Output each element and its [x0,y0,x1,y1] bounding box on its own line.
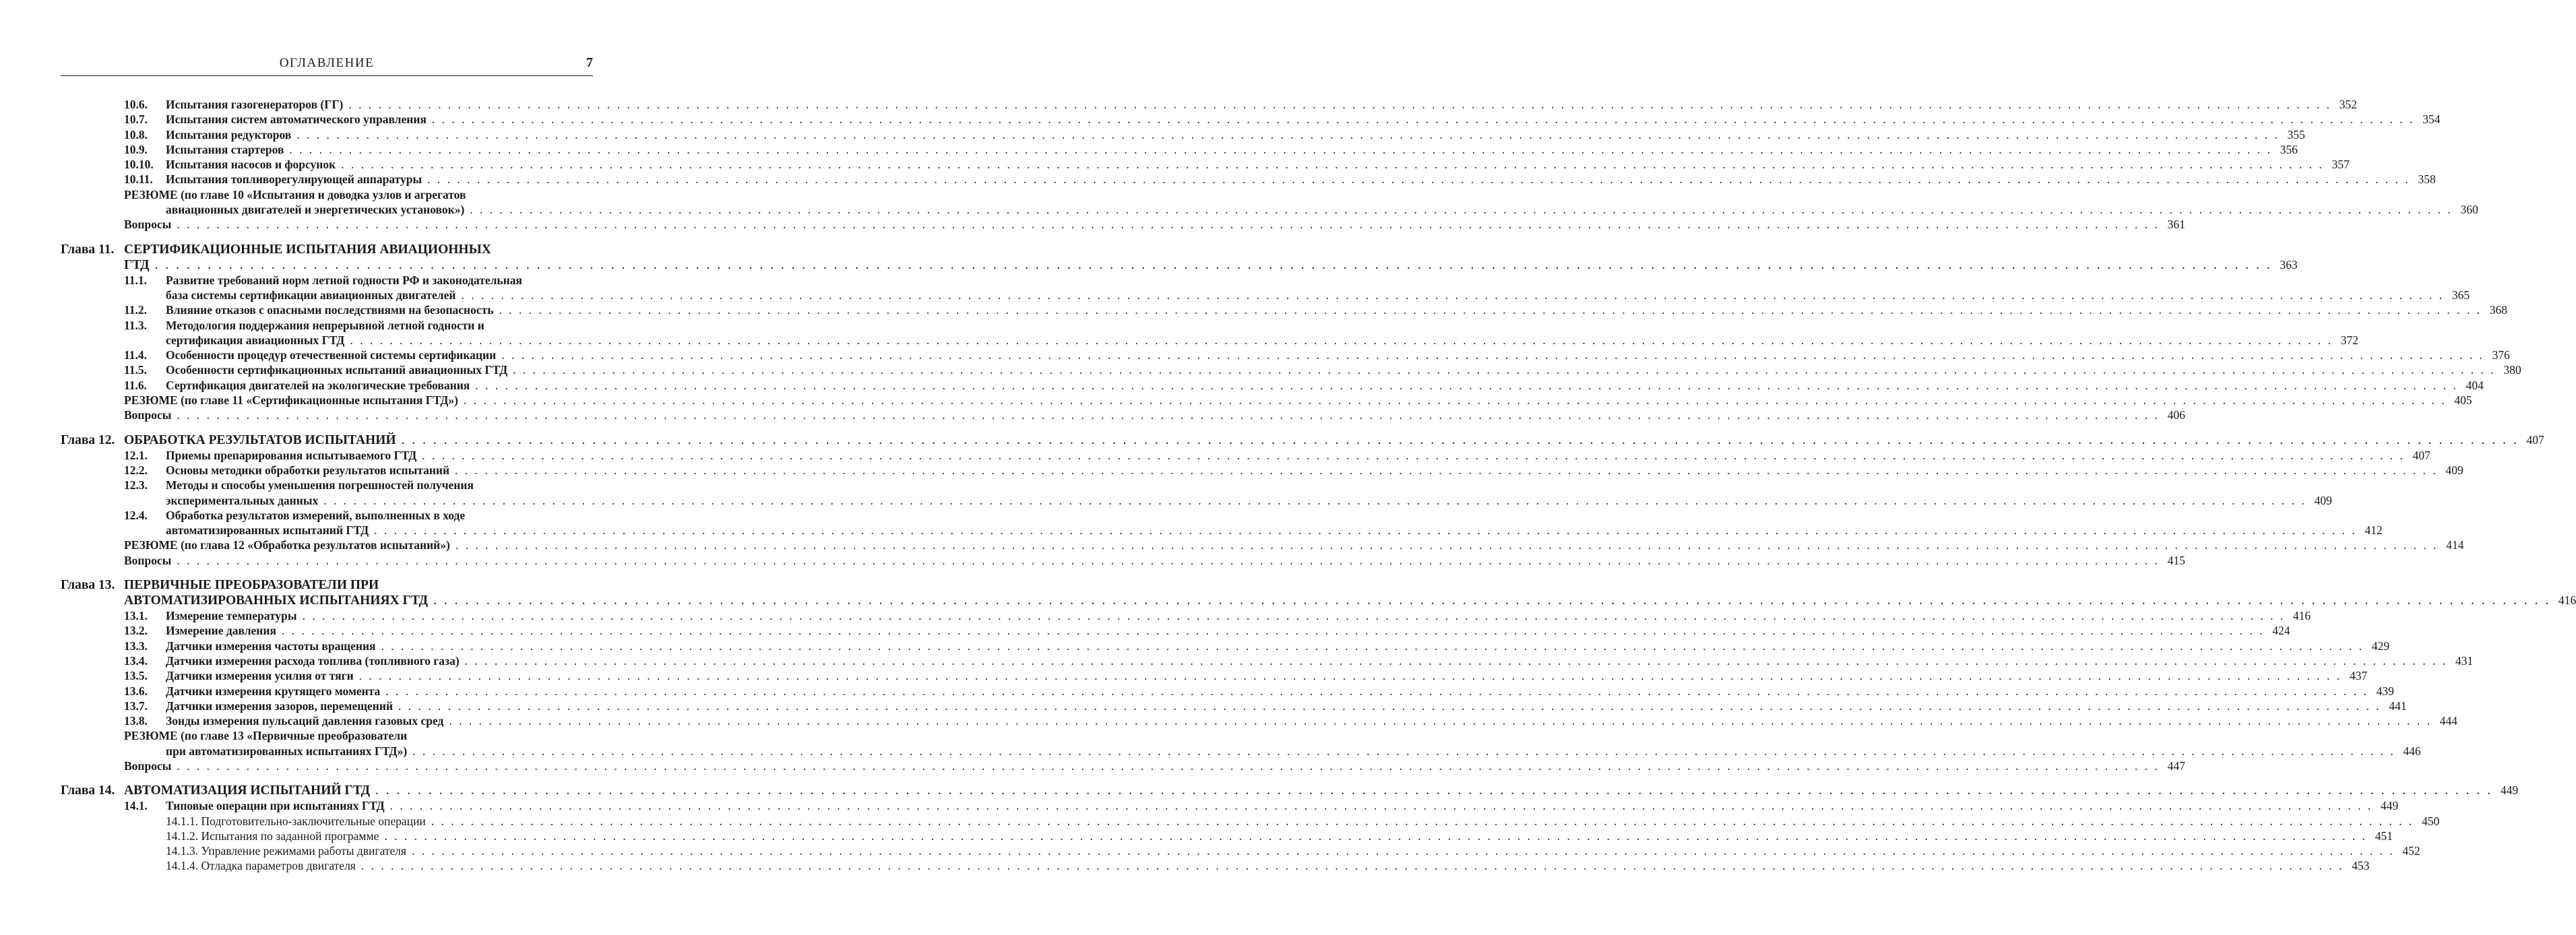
dot-leader: . . . . . . . . . . . . . . . . . . . . . . . . . . . . . . . . . . . . . . . . . . . . . . . . . . . . . . . . . . . . . . . . . . . . . . . . . . . . . . . . . . . . . . . . . . . . . . . . . . . . . . . . . . . . . . . . . . . . . . . . . . . . . . . . . . . . . . . . . . . . . . . . . . . . . . . . . . . . . . . . . . . . . . . . . . . . . . . . . . . . . . . . . . . . . . . . . . . . . . . . [358,669,2342,683]
toc-page-number: 452 [2402,844,2420,858]
section-number: 11.5. [124,363,148,377]
section-number: 13.7. [124,699,148,713]
toc-page-number: 356 [2280,142,2298,156]
toc-section-12-4 [61,508,593,523]
toc-page-number: 355 [2287,127,2305,141]
toc-entry [61,623,2290,638]
toc-section-12-2 [61,463,2463,478]
toc-group-chapter-13 [61,608,2474,728]
toc-group-chapter-11 [61,348,2521,393]
toc-page-number: 412 [2364,523,2383,538]
toc-entry-text: Испытания топливорегулирующей аппаратуры [166,172,422,187]
toc-entry-text: Измерение давления [166,624,276,638]
toc-entry-text: экспериментальных данных [166,493,319,507]
toc-page-number: 358 [2418,172,2436,187]
section-number: 13.4. [124,653,148,668]
dot-leader: . . . . . . . . . . . . . . . . . . . . . . . . . . . . . . . . . . . . . . . . . . . . . . . . . . . . . . . . . . . . . . . . . . . . . . . . . . . . . . . . . . . . . . . . . . . . . . . . . . . . . . . . . . . . . . . . . . . . . . . . . . . . . . . . . . . . . . . . . . . . . . . . . . . . . . . . . . . . . . . . . . . . . . . . . . . . . . . . . . . . . . . . . . . . . . . . . . . . . . . . [464,653,2448,668]
toc-group-chapter-14-subsections [61,814,2440,874]
toc-entry-text: 14.1.1. Подготовительно-заключительные операции [166,814,426,828]
chapter-label: Глава 14. [61,783,115,798]
toc-entry-text: Датчики измерения расхода топлива (топливного газа) [166,653,460,668]
dot-leader: . . . . . . . . . . . . . . . . . . . . . . . . . . . . . . . . . . . . . . . . . . . . . . . . . . . . . . . . . . . . . . . . . . . . . . . . . . . . . . . . . . . . . . . . . . . . . . . . . . . . . . . . . . . . . . . . . . . . . . . . . . . . . . . . . . . . . . . . . . . . . . . . . . . . . . . . . . . . . . . . . . . . . . . . . . . . . . . . . . . . . . . . . . . . . . . . . . . . . . . . [374,523,2357,538]
toc-entry-text: Особенности процедур отечественной системы сертификации [166,348,497,362]
toc-questions-chapter-13 [61,759,2186,773]
toc-page-number: 368 [2489,303,2508,317]
running-header [61,53,593,76]
toc-page-number: 376 [2492,348,2510,362]
section-number: 12.3. [124,478,148,492]
toc-chapter-13-cont [61,593,2576,608]
toc-section-11-1-cont [61,288,2470,302]
toc-entry-text: Испытания систем автоматического управления [166,112,427,127]
toc-questions-chapter-11 [61,408,2186,422]
toc-entry-text: Испытания редукторов [166,127,292,141]
toc-questions-chapter-10 [61,217,2186,232]
dot-leader: . . . . . . . . . . . . . . . . . . . . . . . . . . . . . . . . . . . . . . . . . . . . . . . . . . . . . . . . . . . . . . . . . . . . . . . . . . . . . . . . . . . . . . . . . . . . . . . . . . . . . . . . . . . . . . . . . . . . . . . . . . . . . . . . . . . . . . . . . . . . . . . . . . . . . . . . . . . . . . . . . . . . . . . . . . . . . . . . . . . . . . . . . . . . . . . . . . . . . . . . [412,844,2395,858]
toc-page-number: 414 [2446,538,2464,552]
dot-leader: . . . . . . . . . . . . . . . . . . . . . . . . . . . . . . . . . . . . . . . . . . . . . . . . . . . . . . . . . . . . . . . . . . . . . . . . . . . . . . . . . . . . . . . . . . . . . . . . . . . . . . . . . . . . . . . . . . . . . . . . . . . . . . . . . . . . . . . . . . . . . . . . . . . . . . . . . . . . . . . . . . . . . . . . . . . . . . . . . . . . . . . . . . . . . . . . . . . . . . . . [463,393,2447,408]
section-number: 12.4. [124,508,148,522]
toc-entry [61,858,2370,873]
section-number: 11.3. [124,318,148,332]
toc-section-11-2 [61,302,2508,317]
dot-leader: . . . . . . . . . . . . . . . . . . . . . . . . . . . . . . . . . . . . . . . . . . . . . . . . . . . . . . . . . . . . . . . . . . . . . . . . . . . . . . . . . . . . . . . . . . . . . . . . . . . . . . . . . . . . . . . . . . . . . . . . . . . . . . . . . . . . . . . . . . . . . . . . . . . . . . . . . . . . . . . . . . . . . . . . . . . . . . . . . . . . . . . . . . . . . . . . . . . . . . . . [281,624,2265,638]
chapter-title: АВТОМАТИЗАЦИЯ ИСПЫТАНИЙ ГТД [124,783,371,798]
toc-section-14-1 [61,798,2399,813]
toc-entry [61,97,2357,112]
toc-page-number: 361 [2167,218,2186,232]
toc-page-number: 405 [2454,393,2472,408]
chapter-label: Глава 13. [61,578,115,593]
toc-entry-text: Вопросы [124,553,172,567]
toc-entry-text: Развитие требований норм летной годности РФ и законодательная [166,273,522,287]
toc-page-number: 431 [2455,653,2474,668]
toc-entry [61,699,2407,713]
toc-entry-text: Вопросы [124,218,172,232]
toc-page-number: 406 [2167,408,2186,422]
section-number: 11.6. [124,378,148,392]
dot-leader: . . . . . . . . . . . . . . . . . . . . . . . . . . . . . . . . . . . . . . . . . . . . . . . . . . . . . . . . . . . . . . . . . . . . . . . . . . . . . . . . . . . . . . . . . . . . . . . . . . . . . . . . . . . . . . . . . . . . . . . . . . . . . . . . . . . . . . . . . . . . . . . . . . . . . . . . . . . . . . . . . . . . . . . . . . . . . . . . . . . . . . . . . . . . . . . . . . . . . . . . [289,142,2273,156]
toc-entry-text: при автоматизированных испытаниях ГТД») [166,744,408,758]
toc-entry [61,172,2436,187]
toc-entry [61,127,2305,142]
toc-page-number: 415 [2167,553,2186,567]
toc-page-number: 404 [2465,378,2484,392]
toc-page-number: 352 [2339,98,2357,111]
toc-entry-text: Основы методики обработки результатов испытаний [166,463,450,477]
toc-page-number: 450 [2422,814,2440,828]
toc-page-number: 441 [2389,699,2407,713]
chapter-title: СЕРТИФИКАЦИОННЫЕ ИСПЫТАНИЯ АВИАЦИОННЫХ [124,242,491,257]
toc-entry-text: РЕЗЮМЕ (по главе 13 «Первичные преобразователи [124,729,408,743]
chapter-label: Глава 11. [61,242,115,257]
toc-entry-text: Испытания насосов и форсунок [166,158,336,172]
toc-page-number: 429 [2371,639,2390,653]
toc-section-11-1 [61,273,593,288]
dot-leader: . . . . . . . . . . . . . . . . . . . . . . . . . . . . . . . . . . . . . . . . . . . . . . . . . . . . . . . . . . . . . . . . . . . . . . . . . . . . . . . . . . . . . . . . . . . . . . . . . . . . . . . . . . . . . . . . . . . . . . . . . . . . . . . . . . . . . . . . . . . . . . . . . . . . . . . . . . . . . . . . . . . . . . . . . . . . . . . . . . . . . . . . . . . . . . . . . . . . . . . . [422,448,2405,462]
toc-entry [61,639,2390,653]
dot-leader: . . . . . . . . . . . . . . . . . . . . . . . . . . . . . . . . . . . . . . . . . . . . . . . . . . . . . . . . . . . . . . . . . . . . . . . . . . . . . . . . . . . . . . . . . . . . . . . . . . . . . . . . . . . . . . . . . . . . . . . . . . . . . . . . . . . . . . . . . . . . . . . . . . . . . . . . . . . . . . . . . . . . . . . . . . . . . . . . . . . . . . . . . . . . . . . . . . . . . . . . [431,814,2414,828]
dot-leader: . . . . . . . . . . . . . . . . . . . . . . . . . . . . . . . . . . . . . . . . . . . . . . . . . . . . . . . . . . . . . . . . . . . . . . . . . . . . . . . . . . . . . . . . . . . . . . . . . . . . . . . . . . . . . . . . . . . . . . . . . . . . . . . . . . . . . . . . . . . . . . . . . . . . . . . . . . . . . . . . . . . . . . . . . . . . . . . . . . . . . . . . . . . . . . . . . . . . . . . . [431,112,2415,127]
section-number: 11.4. [124,348,148,362]
toc-entry-text: Датчики измерения крутящего момента [166,684,381,698]
toc-section-11-3 [61,318,593,333]
toc-page-number: 360 [2460,203,2478,217]
toc-page-number: 354 [2422,112,2441,127]
toc-entry [61,814,2440,829]
dot-leader: . . . . . . . . . . . . . . . . . . . . . . . . . . . . . . . . . . . . . . . . . . . . . . . . . . . . . . . . . . . . . . . . . . . . . . . . . . . . . . . . . . . . . . . . . . . . . . . . . . . . . . . . . . . . . . . . . . . . . . . . . . . . . . . . . . . . . . . . . . . . . . . . . . . . . . . . . . . . . . . . . . . . . . . . . . . . . . . . . . . . . . . . . . . . . . . . . . . . . . . . [513,363,2496,377]
toc-page-number: 439 [2376,684,2394,698]
toc-entry-text: РЕЗЮМЕ (по главе 10 «Испытания и доводка узлов и агрегатов [124,187,466,201]
section-number: 10.7. [124,112,148,127]
section-number: 12.1. [124,448,148,462]
toc-page-number: 357 [2331,158,2350,172]
toc-entry-text: сертификация авиационных ГТД [166,333,345,347]
toc-chapter-11-cont [61,257,2298,273]
dot-leader: . . . . . . . . . . . . . . . . . . . . . . . . . . . . . . . . . . . . . . . . . . . . . . . . . . . . . . . . . . . . . . . . . . . . . . . . . . . . . . . . . . . . . . . . . . . . . . . . . . . . . . . . . . . . . . . . . . . . . . . . . . . . . . . . . . . . . . . . . . . . . . . . . . . . . . . . . . . . . . . . . . . . . . . . . . . . . . . . . . . . . . . . . . . . . . . . . . . . . . . . [501,348,2484,362]
toc-page-number: 407 [2526,432,2544,447]
toc-page-number: 451 [2375,829,2393,843]
toc-chapter-14 [61,783,2519,798]
toc-page-number: 424 [2272,624,2290,638]
dot-leader: . . . . . . . . . . . . . . . . . . . . . . . . . . . . . . . . . . . . . . . . . . . . . . . . . . . . . . . . . . . . . . . . . . . . . . . . . . . . . . . . . . . . . . . . . . . . . . . . . . . . . . . . . . . . . . . . . . . . . . . . . . . . . . . . . . . . . . . . . . . . . . . . . . . . . . . . . . . . . . . . . . . . . . . . . . . . . . . . . . . . . . . . . . . . . . . . . . . . . . . . [302,609,2286,623]
toc-page-number: 437 [2350,669,2368,683]
toc-entry-text: Испытания стартеров [166,142,284,156]
toc-chapter-11 [61,242,593,257]
toc-entry-text: Методология поддержания непрерывной летной годности и [166,318,484,332]
section-number: 12.2. [124,463,148,477]
toc-summary-chapter-10-cont [61,202,2478,217]
toc-entry [61,362,2521,377]
dot-leader: . . . . . . . . . . . . . . . . . . . . . . . . . . . . . . . . . . . . . . . . . . . . . . . . . . . . . . . . . . . . . . . . . . . . . . . . . . . . . . . . . . . . . . . . . . . . . . . . . . . . . . . . . . . . . . . . . . . . . . . . . . . . . . . . . . . . . . . . . . . . . . . . . . . . . . . . . . . . . . . . . . . . . . . . . . . . . . . . . . . . . . . . . . . . . . . . . . . . . . . . [360,859,2344,873]
section-number: 10.9. [124,142,148,156]
section-number: 14.1. [124,799,148,813]
toc-page-number: 409 [2314,493,2332,507]
toc-section-12-4-cont [61,523,2383,538]
toc-entry-text: Приемы препарирования испытываемого ГТД [166,448,417,462]
toc-summary-chapter-12 [61,538,2464,552]
toc-page-number: 380 [2503,363,2521,377]
section-number: 10.10. [124,158,154,172]
section-number: 10.6. [124,98,148,111]
dot-leader: . . . . . . . . . . . . . . . . . . . . . . . . . . . . . . . . . . . . . . . . . . . . . . . . . . . . . . . . . . . . . . . . . . . . . . . . . . . . . . . . . . . . . . . . . . . . . . . . . . . . . . . . . . . . . . . . . . . . . . . . . . . . . . . . . . . . . . . . . . . . . . . . . . . . . . . . . . . . . . . . . . . . . . . . . . . . . . . . . . . . . . . . . . . . . . . . . . . . . . . . [381,639,2364,653]
chapter-title: ОБРАБОТКА РЕЗУЛЬТАТОВ ИСПЫТАНИЙ [124,432,396,447]
dot-leader: . . . . . . . . . . . . . . . . . . . . . . . . . . . . . . . . . . . . . . . . . . . . . . . . . . . . . . . . . . . . . . . . . . . . . . . . . . . . . . . . . . . . . . . . . . . . . . . . . . . . . . . . . . . . . . . . . . . . . . . . . . . . . . . . . . . . . . . . . . . . . . . . . . . . . . . . . . . . . . . . . . . . . . . . . . . . . . . . . . . . . . . . . . . . . . . . . . . . . . . . [398,699,2381,713]
section-number: 13.2. [124,624,148,638]
dot-leader: . . . . . . . . . . . . . . . . . . . . . . . . . . . . . . . . . . . . . . . . . . . . . . . . . . . . . . . . . . . . . . . . . . . . . . . . . . . . . . . . . . . . . . . . . . . . . . . . . . . . . . . . . . . . . . . . . . . . . . . . . . . . . . . . . . . . . . . . . . . . . . . . . . . . . . . . . . . . . . . . . . . . . . . . . . . . . . . . . . . . . . . . . . . . . . . . . . . . . . . . [323,493,2306,507]
dot-leader: . . . . . . . . . . . . . . . . . . . . . . . . . . . . . . . . . . . . . . . . . . . . . . . . . . . . . . . . . . . . . . . . . . . . . . . . . . . . . . . . . . . . . . . . . . . . . . . . . . . . . . . . . . . . . . . . . . . . . . . . . . . . . . . . . . . . . . . . . . . . . . . . . . . . . . . . . . . . . . . . . . . . . . . . . . . . . . . . . . . . . . . . . . . . . . . . . . . . . . . . [341,158,2324,172]
toc-entry-text: РЕЗЮМЕ (по главе 11 «Сертификационные испытания ГТД») [124,393,458,408]
page-number: 7 [586,55,593,70]
toc-entry-text: авиационных двигателей и энергетических установок») [166,203,465,217]
dot-leader: . . . . . . . . . . . . . . . . . . . . . . . . . . . . . . . . . . . . . . . . . . . . . . . . . . . . . . . . . . . . . . . . . . . . . . . . . . . . . . . . . . . . . . . . . . . . . . . . . . . . . . . . . . . . . . . . . . . . . . . . . . . . . . . . . . . . . . . . . . . . . . . . . . . . . . . . . . . . . . . . . . . . . . . . . . . . . . . . . . . . . . . . . . . . . . . . . . . . . . . . [449,714,2432,728]
toc-entry-text: Датчики измерения зазоров, перемещений [166,699,394,713]
toc-chapter-12 [61,432,2544,448]
toc-entry [61,653,2474,668]
table-of-contents [61,97,2576,874]
toc-section-12-3 [61,478,593,492]
dot-leader: . . . . . . . . . . . . . . . . . . . . . . . . . . . . . . . . . . . . . . . . . . . . . . . . . . . . . . . . . . . . . . . . . . . . . . . . . . . . . . . . . . . . . . . . . . . . . . . . . . . . . . . . . . . . . . . . . . . . . . . . . . . . . . . . . . . . . . . . . . . . . . . . . . . . . . . . . . . . . . . . . . . . . . . . . . . . . . . . . . . . . . . . . . . . . . . . . . . . . . . . [427,172,2410,187]
dot-leader: . . . . . . . . . . . . . . . . . . . . . . . . . . . . . . . . . . . . . . . . . . . . . . . . . . . . . . . . . . . . . . . . . . . . . . . . . . . . . . . . . . . . . . . . . . . . . . . . . . . . . . . . . . . . . . . . . . . . . . . . . . . . . . . . . . . . . . . . . . . . . . . . . . . . . . . . . . . . . . . . . . . . . . . . . . . . . . . . . . . . . . . . . . . . . . . . . . . . . . . . [348,98,2331,111]
toc-entry-text: Влияние отказов с опасными последствиями на безопасность [166,303,494,317]
toc-entry [61,668,2368,683]
dot-leader: . . . . . . . . . . . . . . . . . . . . . . . . . . . . . . . . . . . . . . . . . . . . . . . . . . . . . . . . . . . . . . . . . . . . . . . . . . . . . . . . . . . . . . . . . . . . . . . . . . . . . . . . . . . . . . . . . . . . . . . . . . . . . . . . . . . . . . . . . . . . . . . . . . . . . . . . . . . . . . . . . . . . . . . . . . . . . . . . . . . . . . . . . . . . . . . . . . . . . . . . [384,829,2367,843]
toc-page-number: 416 [2558,593,2576,608]
toc-entry-text: Особенности сертификационных испытаний авиационных ГТД [166,363,508,377]
toc-entry-text: Испытания газогенераторов (ГГ) [166,98,344,111]
toc-page-number: 365 [2451,288,2470,302]
section-number: 10.11. [124,172,153,187]
toc-entry [61,684,2394,699]
toc-entry-text: Типовые операции при испытаниях ГТД [166,799,385,813]
dot-leader: . . . . . . . . . . . . . . . . . . . . . . . . . . . . . . . . . . . . . . . . . . . . . . . . . . . . . . . . . . . . . . . . . . . . . . . . . . . . . . . . . . . . . . . . . . . . . . . . . . . . . . . . . . . . . . . . . . . . . . . . . . . . . . . . . . . . . . . . . . . . . . . . . . . . . . . . . . . . . . . . . . . . . . . . . . . . . . . . . . . . . . . . . . . . . . . . . . . . . . . . [177,408,2160,422]
toc-section-11-3-cont [61,333,2358,348]
chapter-title: ПЕРВИЧНЫЕ ПРЕОБРАЗОВАТЕЛИ ПРИ [124,578,379,593]
dot-leader: . . . . . . . . . . . . . . . . . . . . . . . . . . . . . . . . . . . . . . . . . . . . . . . . . . . . . . . . . . . . . . . . . . . . . . . . . . . . . . . . . . . . . . . . . . . . . . . . . . . . . . . . . . . . . . . . . . . . . . . . . . . . . . . . . . . . . . . . . . . . . . . . . . . . . . . . . . . . . . . . . . . . . . . . . . . . . . . . . . . . . . . . . . . . . . . . . . . . . . . . [177,553,2160,567]
toc-section-12-3-cont [61,493,2332,508]
dot-leader: . . . . . . . . . . . . . . . . . . . . . . . . . . . . . . . . . . . . . . . . . . . . . . . . . . . . . . . . . . . . . . . . . . . . . . . . . . . . . . . . . . . . . . . . . . . . . . . . . . . . . . . . . . . . . . . . . . . . . . . . . . . . . . . . . . . . . . . . . . . . . . . . . . . . . . . . . . . . . . . . . . . . . . . . . . . . . . . . . . . . . . . . . . . . . . . . . . . . . . . . [375,783,2493,798]
toc-summary-chapter-11 [61,393,2472,408]
toc-entry [61,713,2457,728]
toc-page-number: 446 [2403,744,2421,758]
toc-entry [61,112,2441,127]
toc-entry-text: Измерение температуры [166,609,297,623]
toc-entry-text: Методы и способы уменьшения погрешностей получения [166,478,474,492]
dot-leader: . . . . . . . . . . . . . . . . . . . . . . . . . . . . . . . . . . . . . . . . . . . . . . . . . . . . . . . . . . . . . . . . . . . . . . . . . . . . . . . . . . . . . . . . . . . . . . . . . . . . . . . . . . . . . . . . . . . . . . . . . . . . . . . . . . . . . . . . . . . . . . . . . . . . . . . . . . . . . . . . . . . . . . . . . . . . . . . . . . . . . . . . . . . . . . . . . . . . . . . . [475,378,2458,392]
toc-entry [61,378,2484,393]
toc-entry-text: Вопросы [124,408,172,422]
chapter-title: АВТОМАТИЗИРОВАННЫХ ИСПЫТАНИЯХ ГТД [124,593,429,608]
toc-entry [61,829,2393,843]
chapter-label: Глава 12. [61,432,115,447]
section-number: 13.3. [124,639,148,653]
toc-entry [61,142,2298,157]
running-header-title: ОГЛАВЛЕНИЕ [279,56,375,70]
section-number: 13.5. [124,669,148,683]
toc-entry-text: 14.1.2. Испытания по заданной программе [166,829,379,843]
chapter-title: ГТД [124,257,150,272]
toc-page-number: 449 [2381,799,2399,813]
toc-entry [61,348,2510,362]
toc-page-number: 416 [2292,609,2311,623]
dot-leader: . . . . . . . . . . . . . . . . . . . . . . . . . . . . . . . . . . . . . . . . . . . . . . . . . . . . . . . . . . . . . . . . . . . . . . . . . . . . . . . . . . . . . . . . . . . . . . . . . . . . . . . . . . . . . . . . . . . . . . . . . . . . . . . . . . . . . . . . . . . . . . . . . . . . . . . . . . . . . . . . . . . . . . . . . . . . . . . . . . . . . . . . . . . . . . . . . . . . . . . . [296,127,2280,141]
dot-leader: . . . . . . . . . . . . . . . . . . . . . . . . . . . . . . . . . . . . . . . . . . . . . . . . . . . . . . . . . . . . . . . . . . . . . . . . . . . . . . . . . . . . . . . . . . . . . . . . . . . . . . . . . . . . . . . . . . . . . . . . . . . . . . . . . . . . . . . . . . . . . . . . . . . . . . . . . . . . . . . . . . . . . . . . . . . . . . . . . . . . . . . . . . . . . . . . . . . . . . . . [412,744,2395,758]
dot-leader: . . . . . . . . . . . . . . . . . . . . . . . . . . . . . . . . . . . . . . . . . . . . . . . . . . . . . . . . . . . . . . . . . . . . . . . . . . . . . . . . . . . . . . . . . . . . . . . . . . . . . . . . . . . . . . . . . . . . . . . . . . . . . . . . . . . . . . . . . . . . . . . . . . . . . . . . . . . . . . . . . . . . . . . . . . . . . . . . . . . . . . . . . . . . . . . . . . . . . . . . [499,303,2482,317]
toc-page-number: 409 [2445,463,2463,477]
dot-leader: . . . . . . . . . . . . . . . . . . . . . . . . . . . . . . . . . . . . . . . . . . . . . . . . . . . . . . . . . . . . . . . . . . . . . . . . . . . . . . . . . . . . . . . . . . . . . . . . . . . . . . . . . . . . . . . . . . . . . . . . . . . . . . . . . . . . . . . . . . . . . . . . . . . . . . . . . . . . . . . . . . . . . . . . . . . . . . . . . . . . . . . . . . . . . . . . . . . . . . . . [177,218,2160,232]
toc-page-number: 363 [2280,257,2298,271]
toc-chapter-13 [61,577,593,593]
dot-leader: . . . . . . . . . . . . . . . . . . . . . . . . . . . . . . . . . . . . . . . . . . . . . . . . . . . . . . . . . . . . . . . . . . . . . . . . . . . . . . . . . . . . . . . . . . . . . . . . . . . . . . . . . . . . . . . . . . . . . . . . . . . . . . . . . . . . . . . . . . . . . . . . . . . . . . . . . . . . . . . . . . . . . . . . . . . . . . . . . . . . . . . . . . . . . . . . . . . . . . . . [461,288,2445,302]
section-number: 11.1. [124,273,148,287]
section-number: 10.8. [124,127,148,141]
toc-page-number: 407 [2412,448,2430,462]
dot-leader: . . . . . . . . . . . . . . . . . . . . . . . . . . . . . . . . . . . . . . . . . . . . . . . . . . . . . . . . . . . . . . . . . . . . . . . . . . . . . . . . . . . . . . . . . . . . . . . . . . . . . . . . . . . . . . . . . . . . . . . . . . . . . . . . . . . . . . . . . . . . . . . . . . . . . . . . . . . . . . . . . . . . . . . . . . . . . . . . . . . . . . . . . . . . . . . . . . . . . . . . [470,203,2453,217]
toc-entry-text: автоматизированных испытаний ГТД [166,523,369,538]
toc-summary-chapter-13-cont [61,744,2421,759]
toc-page-number: 444 [2439,714,2457,728]
section-number: 11.2. [124,303,148,317]
dot-leader: . . . . . . . . . . . . . . . . . . . . . . . . . . . . . . . . . . . . . . . . . . . . . . . . . . . . . . . . . . . . . . . . . . . . . . . . . . . . . . . . . . . . . . . . . . . . . . . . . . . . . . . . . . . . . . . . . . . . . . . . . . . . . . . . . . . . . . . . . . . . . . . . . . . . . . . . . . . . . . . . . . . . . . . . . . . . . . . . . . . . . . . . . . . . . . . . . . . . . . . . [401,432,2519,447]
toc-entry-text: РЕЗЮМЕ (по глава 12 «Обработка результатов испытаний») [124,538,450,552]
toc-page-number: 449 [2500,783,2519,798]
toc-entry-text: Сертификация двигателей на экологические требования [166,378,470,392]
toc-questions-chapter-12 [61,553,2186,568]
toc-entry-text: Обработка результатов измерений, выполненных в ходе [166,508,466,522]
dot-leader: . . . . . . . . . . . . . . . . . . . . . . . . . . . . . . . . . . . . . . . . . . . . . . . . . . . . . . . . . . . . . . . . . . . . . . . . . . . . . . . . . . . . . . . . . . . . . . . . . . . . . . . . . . . . . . . . . . . . . . . . . . . . . . . . . . . . . . . . . . . . . . . . . . . . . . . . . . . . . . . . . . . . . . . . . . . . . . . . . . . . . . . . . . . . . . . . . . . . . . . . [177,759,2160,773]
section-number: 13.1. [124,609,148,623]
dot-leader: . . . . . . . . . . . . . . . . . . . . . . . . . . . . . . . . . . . . . . . . . . . . . . . . . . . . . . . . . . . . . . . . . . . . . . . . . . . . . . . . . . . . . . . . . . . . . . . . . . . . . . . . . . . . . . . . . . . . . . . . . . . . . . . . . . . . . . . . . . . . . . . . . . . . . . . . . . . . . . . . . . . . . . . . . . . . . . . . . . . . . . . . . . . . . . . . . . . . . . . . [433,593,2551,608]
toc-page-number: 453 [2352,859,2370,873]
dot-leader: . . . . . . . . . . . . . . . . . . . . . . . . . . . . . . . . . . . . . . . . . . . . . . . . . . . . . . . . . . . . . . . . . . . . . . . . . . . . . . . . . . . . . . . . . . . . . . . . . . . . . . . . . . . . . . . . . . . . . . . . . . . . . . . . . . . . . . . . . . . . . . . . . . . . . . . . . . . . . . . . . . . . . . . . . . . . . . . . . . . . . . . . . . . . . . . . . . . . . . . . [389,799,2373,813]
toc-entry-text: 14.1.4. Отладка параметров двигателя [166,859,356,873]
toc-section-12-1 [61,448,2430,463]
dot-leader: . . . . . . . . . . . . . . . . . . . . . . . . . . . . . . . . . . . . . . . . . . . . . . . . . . . . . . . . . . . . . . . . . . . . . . . . . . . . . . . . . . . . . . . . . . . . . . . . . . . . . . . . . . . . . . . . . . . . . . . . . . . . . . . . . . . . . . . . . . . . . . . . . . . . . . . . . . . . . . . . . . . . . . . . . . . . . . . . . . . . . . . . . . . . . . . . . . . . . . . . [385,684,2368,698]
toc-page-number: 447 [2167,759,2186,773]
toc-entry-text: 14.1.3. Управление режимами работы двигателя [166,844,407,858]
toc-entry-text: Зонды измерения пульсаций давления газовых сред [166,714,444,728]
dot-leader: . . . . . . . . . . . . . . . . . . . . . . . . . . . . . . . . . . . . . . . . . . . . . . . . . . . . . . . . . . . . . . . . . . . . . . . . . . . . . . . . . . . . . . . . . . . . . . . . . . . . . . . . . . . . . . . . . . . . . . . . . . . . . . . . . . . . . . . . . . . . . . . . . . . . . . . . . . . . . . . . . . . . . . . . . . . . . . . . . . . . . . . . . . . . . . . . . . . . . . . . [154,257,2272,272]
toc-entry [61,843,2420,858]
dot-leader: . . . . . . . . . . . . . . . . . . . . . . . . . . . . . . . . . . . . . . . . . . . . . . . . . . . . . . . . . . . . . . . . . . . . . . . . . . . . . . . . . . . . . . . . . . . . . . . . . . . . . . . . . . . . . . . . . . . . . . . . . . . . . . . . . . . . . . . . . . . . . . . . . . . . . . . . . . . . . . . . . . . . . . . . . . . . . . . . . . . . . . . . . . . . . . . . . . . . . . . . [350,333,2333,347]
toc-summary-chapter-13 [61,728,593,743]
toc-entry [61,157,2350,172]
toc-entry [61,608,2311,623]
section-number: 13.8. [124,714,148,728]
dot-leader: . . . . . . . . . . . . . . . . . . . . . . . . . . . . . . . . . . . . . . . . . . . . . . . . . . . . . . . . . . . . . . . . . . . . . . . . . . . . . . . . . . . . . . . . . . . . . . . . . . . . . . . . . . . . . . . . . . . . . . . . . . . . . . . . . . . . . . . . . . . . . . . . . . . . . . . . . . . . . . . . . . . . . . . . . . . . . . . . . . . . . . . . . . . . . . . . . . . . . . . . [455,538,2439,552]
dot-leader: . . . . . . . . . . . . . . . . . . . . . . . . . . . . . . . . . . . . . . . . . . . . . . . . . . . . . . . . . . . . . . . . . . . . . . . . . . . . . . . . . . . . . . . . . . . . . . . . . . . . . . . . . . . . . . . . . . . . . . . . . . . . . . . . . . . . . . . . . . . . . . . . . . . . . . . . . . . . . . . . . . . . . . . . . . . . . . . . . . . . . . . . . . . . . . . . . . . . . . . . [455,463,2438,477]
toc-group-chapter-10 [61,97,2441,187]
toc-entry-text: Вопросы [124,759,172,773]
toc-entry-text: Датчики измерения частоты вращения [166,639,376,653]
toc-entry-text: база системы сертификации авиационных двигателей [166,288,456,302]
section-number: 13.6. [124,684,148,698]
toc-entry-text: Датчики измерения усилия от тяги [166,669,354,683]
toc-summary-chapter-10 [61,187,593,202]
toc-page-number: 372 [2340,333,2358,347]
